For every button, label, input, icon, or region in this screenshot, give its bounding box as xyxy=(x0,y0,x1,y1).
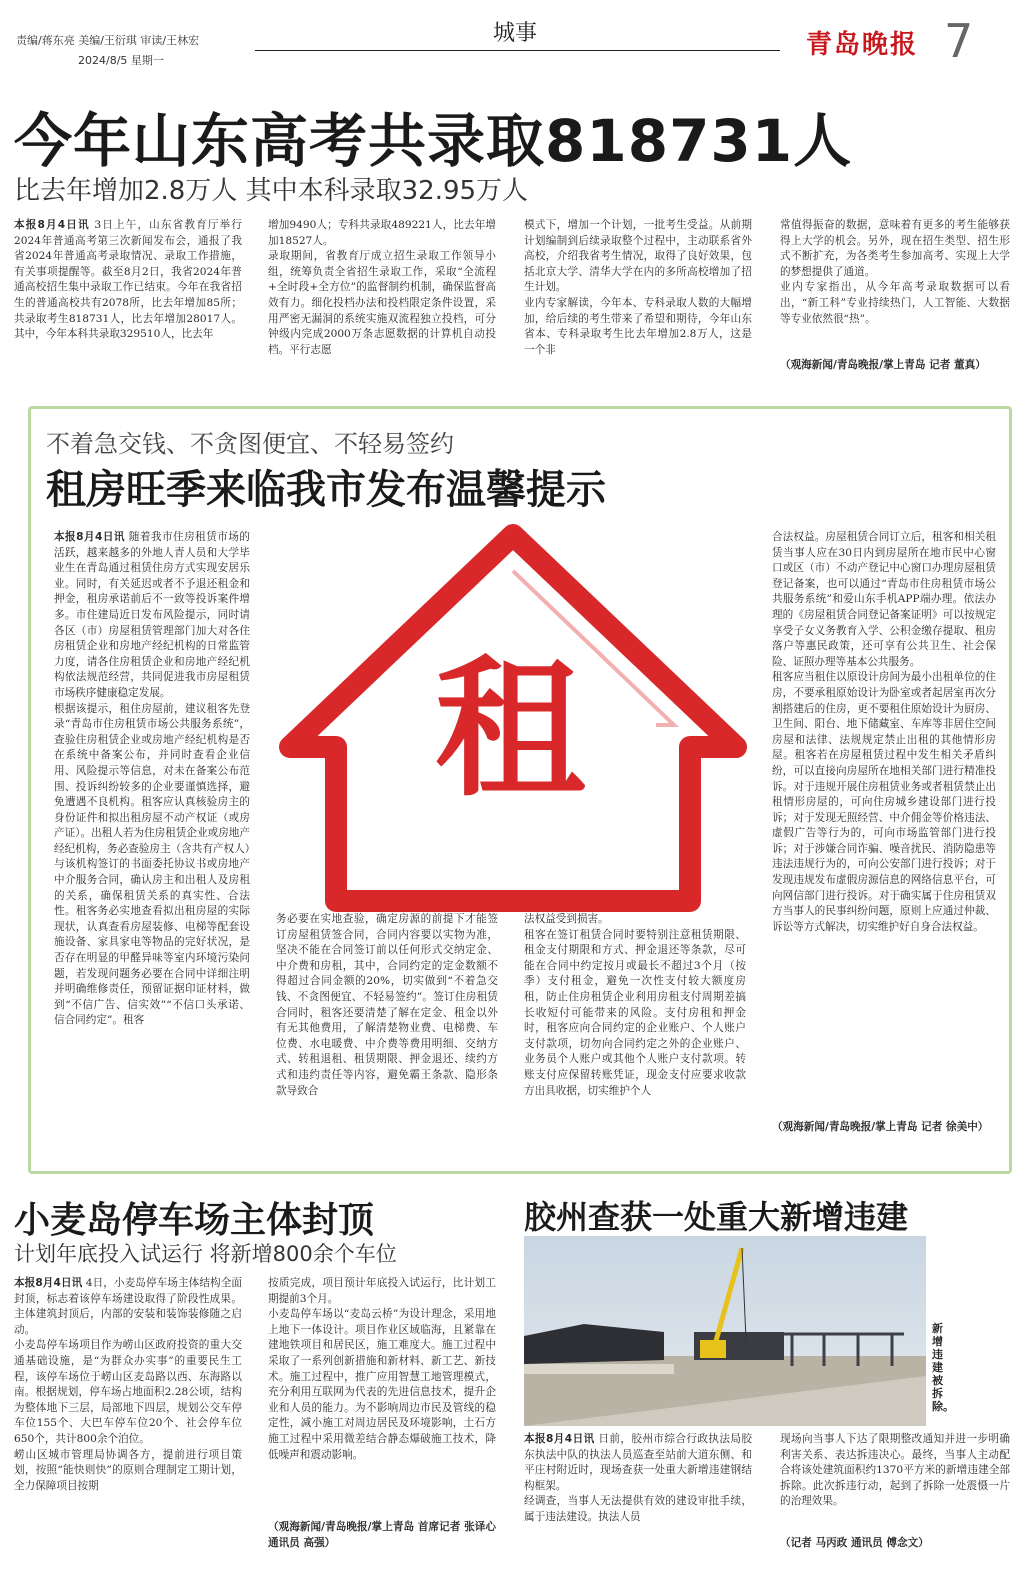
demolition-photo xyxy=(524,1236,926,1426)
article4-col1 xyxy=(524,1432,752,1566)
article4-lead: 本报8月4日讯 xyxy=(524,1433,595,1445)
article4-byline: （记者 马丙政 通讯员 傅念文） xyxy=(780,1537,929,1549)
article3-lead: 本报8月4日讯 xyxy=(14,1277,83,1289)
page-number: 7 xyxy=(944,14,974,68)
article3-subtitle: 计划年底投入试运行 将新增800余个车位 xyxy=(14,1242,397,1266)
article1-title: 今年山东高考共录取818731人 xyxy=(14,107,853,175)
article1-lead: 本报8月4日讯 xyxy=(14,219,90,231)
article2-col2: 务必要在实地查验，确定房源的前提下才能签订房屋租赁签合同，合同内容要以实物为准，坚决不能在合同签订前以任何形式交纳定金、中介费和房租，其中，合同约定的定金数额不得超过合同金额的20%，切实做到“不着急交钱、不贪图便宜、不轻易签约”。签订住房租赁合同时，租客还要清楚了解在定金、租金以外有无其他费用，了解清楚物业费、电梯费、车位费、水电暖费、中介费等费用明细、交纳方式、转租退租、租赁期限、押金退还、续约方式和违约责任等内容，避免霸王条款、隐形条款导致合 xyxy=(276,913,498,1097)
rent-character: 租 xyxy=(434,643,585,817)
photo-caption: 新增违建被拆除。 xyxy=(932,1322,954,1413)
article2-col3: 法权益受到损害。 租客在签订租赁合同时要特别注意租赁期限、租金支付期限和方式、押金退还等条款，尽可能在合同中约定按月或最长不超过3个月（按季）支付租金，避免一次性支付较大额度房租，防止住房租赁企业利用房租支付周期差搞长收短付可能带来的风险。支付房租和押金时，租客应向合同约定的企业账户、个人账户支付款项，切勿向合同约定之外的企业账户、业务员个人账户或其他个人账户支付款项。转账支付应保留转账凭证，现金支付应要求收款方出具收据，切实维护个人 xyxy=(524,913,746,1097)
article4-col1-text: 日前，胶州市综合行政执法局胶东执法中队的执法人员巡查至站前大道东侧、和平庄村附近时，现场查获一处重大新增违建钢结构框架。 经调查，当事人无法提供有效的建设审批手续，属于违法建设。执法人员 xyxy=(524,1433,752,1523)
article2-col1-text: 随着我市住房租赁市场的活跃，越来越多的外地人青人员和大学毕业生在青岛通过租赁住房方式实现安居乐业。同时，有关延迟或者不予退还租金和押金，租房承诺前后不一致等投诉案件增多。市住建局近日发布风险提示，同时请各区（市）房屋租赁管理部门加大对各住房租赁企业和房地产经纪机构的日常监管力度，请各住房租赁企业和房地产经纪机构依法规范经营，共同促进我市房屋租赁市场秩序健康稳定发展。 根据该提示，租住房屋前，建议租客先登录“青岛市住房租赁市场公共服务系统”，查验住房租赁企业或房地产经纪机构是否在系统中备案公布，并同时查看企业信用、风险提示等信息，对未在备案公布范围、投诉纠纷较多的企业要谨慎选择，避免遭遇不良机构。租客应认真核验房主的身份证件和拟出租房屋不动产权证（或房产证）。出租人若为住房租赁企业或房地产经纪机构，务必查验房主（含共有产权人）与该机构签订的书面委托协议书或房地产中介服务合同，确认房主和出租人及房租的关系，确保租赁关系的真实性、合法性。租客务必实地查看拟出租房屋的实际现状，认真查看房屋装修、电梯等配套设施设备、家具家电等物品的完好状况，是否存在明显的甲醛异味等室内环境污染问题，若发现问题务必要在合同中详细注明并明确维修责任，预留证据印证材料，做到“不信广告、信实效”“不信口头承诺、信合同约定”。租客 xyxy=(54,531,250,1027)
masthead-rule xyxy=(255,50,780,51)
article1-byline: （观海新闻/青岛晚报/掌上青岛 记者 董真） xyxy=(780,359,986,371)
article2-title: 租房旺季来临我市发布温馨提示 xyxy=(46,467,606,513)
article1-col1-text: 3日上午，山东省教育厅举行2024年普通高考第三次新闻发布会，通报了我省2024年普通高考录取情况、录取工作措施，有关事项提醒等。截至8月2日，我省2024年普通高校招生集中录取工作已结束。今年在我省招生的普通高校共有2078所，比去年增加85所；共录取考生818731人，比去年增加28017人。其中，今年本科共录取329510人，比去年 xyxy=(14,219,242,341)
article1-subtitle: 比去年增加2.8万人 其中本科录取32.95万人 xyxy=(14,176,529,206)
article3-byline: （观海新闻/青岛晚报/掌上青岛 首席记者 张译心 通讯员 高强） xyxy=(268,1521,496,1549)
article4-col2: 现场向当事人下达了限期整改通知并进一步明确利害关系、表达拆违决心。最终，当事人主动配合将该处建筑面积约1370平方米的新增违建全部拆除。此次拆违行动，起到了拆除一处震慑一片的治理效果。 xyxy=(780,1433,1010,1508)
article1-col4: 常值得振奋的数据，意味着有更多的考生能够获得上大学的机会。另外，现在招生类型、招生形式不断扩充，为各类考生参加高考、实现上大学的梦想提供了通道。 业内专家指出，从今年高考录取数据可以看出，“新工科”专业持续热门，人工智能、大数据等专业依然很“热”。 xyxy=(780,219,1010,325)
section-title: 城事 xyxy=(493,21,538,46)
article4-title: 胶州查获一处重大新增违建 xyxy=(524,1198,909,1236)
article3-col1-text: 4日，小麦岛停车场主体结构全面封顶，标志着该停车场建设取得了阶段性成果。主体建筑封顶后，内部的安装和装饰装修随之启动。 小麦岛停车场项目作为崂山区政府投资的重大交通基础设施，是“为群众办实事”的重要民生工程，该停车场位于崂山区麦岛路以西、东海路以南。根据规划，停车场占地面积2.28公顷，结构为整体地下三层，局部地下四层，规划公交车停车位155个、大巴车停车位20个、社会停车位650个，共计800余个泊位。 崂山区城市管理局协调各方，提前进行项目策划，按照“能快则快”的原则合理制定工期计划，全力保障项目按期 xyxy=(14,1277,242,1492)
article2-kicker: 不着急交钱、不贪图便宜、不轻易签约 xyxy=(46,430,454,458)
issue-date: 2024/8/5 星期一 xyxy=(78,54,164,67)
article1-col2: 增加9490人；专科共录取489221人，比去年增加18527人。 录取期间，省教育厅成立招生录取工作领导小组，统筹负责全省招生录取工作，采取“全流程+全时段+全方位”的监督制约机制，确保监督高效有力。细化投档办法和投档限定条件设置，采用严密无漏洞的系统实施双流程独立投档，可分钟级内完成2000万条志愿数据的计算机自动投档。平行志愿 xyxy=(268,219,496,356)
article1-col1 xyxy=(14,218,242,390)
article1-col3: 模式下，增加一个计划，一批考生受益。从前期计划编制到后续录取整个过程中，主动联系省外高校，介绍我省考生情况，取得了良好效果，包括北京大学、清华大学在内的多所高校增加了招生计划。 业内专家解读，今年本、专科录取人数的大幅增加，给后续的考生带来了希望和期待，今年山东省本、专科录取考生比去年增加2.8万人，这是一个非 xyxy=(524,219,752,356)
article3-title: 小麦岛停车场主体封顶 xyxy=(14,1200,375,1241)
article3-col1 xyxy=(14,1276,242,1566)
article2-lead: 本报8月4日讯 xyxy=(54,531,125,543)
article2-col4: 合法权益。房屋租赁合同订立后，租客和相关租赁当事人应在30日内到房屋所在地市民中心窗口或区（市）不动产登记中心窗口办理房屋租赁登记备案，也可以通过“青岛市住房租赁市场公共服务系统”和爱山东手机APP端办理。依法办理的《房屋租赁合同登记备案证明》可以按规定享受子女义务教育入学、公积金缴存提取、租房落户等惠民政策，还可享有公共卫生、社会保险、证照办理等基本公共服务。 租客应当租住以原设计房间为最小出租单位的住房，不要承租原始设计为卧室或者起居室再次分割搭建后的住房，更不要租住原始设计为厨房、卫生间、阳台、地下储藏室、车库等非居住空间房屋和法律、法规规定禁止出租的其他情形房屋。租客若在房屋租赁过程中发生相关矛盾纠纷，可以直接向房屋所在地相关部门进行精准投诉。对于违规开展住房租赁业务或者租赁禁止出租情形房屋的，可向住房城乡建设部门进行投诉；对于发现无照经营、中介佣金等价格违法、虚假广告等行为的，可向市场监管部门进行投诉；对于涉嫌合同诈骗、噪音扰民、消防隐患等违法违规行为的，可向公安部门进行投诉；对于发现违规发布虚假房源信息的网络信息平台，可向网信部门进行投诉。对于确实属于住房租赁双方当事人的民事纠纷问题，原则上应通过仲裁、诉讼等方式解决，切实维护好自身合法权益。 xyxy=(772,531,996,933)
article3-col2: 按质完成，项目预计年底投入试运行，比计划工期提前3个月。 小麦岛停车场以“麦岛云桥”为设计理念，采用地上地下一体设计。项目作业区域临海，且紧靠在建地铁项目和居民区，施工难度大。施工过程中采取了一系列创新措施和新材料、新工艺、新技术。施工过程中，推广应用智慧工地管理模式，充分利用互联网为代表的先进信息技术，提升企业和人员的能力。为不影响周边市民及管线的稳定性，减小施工对周边居民及环境影响，土石方施工过程中采用微差结合静态爆破施工技术，降低噪声和震动影响。 xyxy=(268,1277,496,1461)
newspaper-brand: 青岛晚报 xyxy=(806,30,919,60)
article2-byline: （观海新闻/青岛晚报/掌上青岛 记者 徐美中） xyxy=(772,1121,989,1133)
editors-line: 责编/蒋东亮 美编/王衍琪 审读/王林宏 xyxy=(16,34,200,47)
article2-col1 xyxy=(54,530,250,1150)
